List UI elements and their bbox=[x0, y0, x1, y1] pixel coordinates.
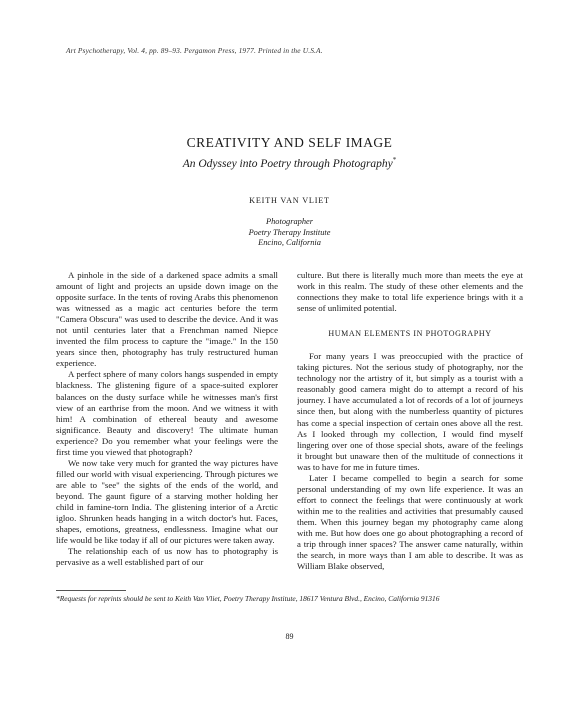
paragraph: We now take very much for granted the way pictures have filled our world with visual experiencing. Through pictures we are able to "see" the sights of the ends of the world, and beyond. The gaunt figure of a starving mother holding her child in famine-torn India. The glistening interior of a Arctic igloo. Shrunken heads hanging in a witch doctor's hut. Faces, shapes, emotions, greatness, endlessness. Imagine what our life would be like today if all of our pictures were taken away. bbox=[56, 457, 278, 546]
paragraph: Later I became compelled to begin a search for some personal understanding of my own life experience. It was an effort to connect the feelings that were continuously at work within me to the realities and activities that presumably caused them. When this journey began my photography came along with me. But how does one go about photographing a record of a trip through inner spaces? The answer came naturally, within the search, in more ways than I am able to describe. It was as William Blake observed, bbox=[297, 472, 523, 572]
subtitle-text: An Odyssey into Poetry through Photography bbox=[182, 157, 393, 170]
affiliation-role: Photographer bbox=[266, 217, 313, 226]
page-number: 89 bbox=[285, 632, 294, 641]
section-heading: HUMAN ELEMENTS IN PHOTOGRAPHY bbox=[328, 329, 492, 339]
left-text-column bbox=[56, 270, 278, 592]
article-title: CREATIVITY AND SELF IMAGE bbox=[186, 135, 393, 150]
paragraph: A pinhole in the side of a darkened space admits a small amount of light and projects an upside down image on the opposite surface. In the tents of roving Arabs this phenomenon was witnessed as a magic act centuries before the term "Camera Obscura" was used to describe the device. And it was not until centuries later that a Frenchman named Niepce invented the film process to capture the "image." In the 150 years since then, photography has truly restructured human experience. bbox=[56, 270, 278, 369]
journal-citation: Art Psychotherapy, Vol. 4, pp. 89–93. Pergamon Press, 1977. Printed in the U.S.A. bbox=[66, 46, 323, 55]
footnote bbox=[56, 594, 522, 604]
author-name: KEITH VAN VLIET bbox=[249, 196, 330, 205]
paragraph: For many years I was preoccupied with the practice of taking pictures. Not the serious study of photography, nor the technology nor the artistry of it, but simply as a tourist with a reasonably good camera might do to attempt a record of his journey. I have accumulated a lot of records of a lot of journeys since then, but along with the numberless quantity of pictures has come a special inspection of certain ones above all the rest. As I looked through my collection, I would find myself lingering over one of those special shots, aware of the feelings it brought but unaware then of the multitude of connections it was to have for me in future times. bbox=[297, 351, 523, 472]
footnote-divider bbox=[56, 590, 126, 591]
paragraph: culture. But there is literally much more than meets the eye at work in this realm. The study of these other elements and the connections they make to total life experience brings with it a sense of unlimited potential. bbox=[297, 270, 523, 314]
affiliation-institute: Poetry Therapy Institute bbox=[248, 227, 331, 237]
footnote-marker: * bbox=[392, 156, 397, 164]
footnote-text: Requests for reprints should be sent to Keith Van Vliet, Poetry Therapy Institute, 18617 Ventura Blvd., Encino, California 91316 bbox=[59, 594, 440, 603]
affiliation-location: Encino, California bbox=[258, 238, 321, 247]
right-text-column bbox=[297, 270, 523, 592]
article-subtitle bbox=[0, 156, 579, 170]
paragraph: The relationship each of us now has to photography is pervasive as a well established part of our bbox=[56, 546, 278, 568]
author-affiliation bbox=[0, 217, 579, 249]
footnote-marker: * bbox=[56, 594, 60, 603]
paragraph: A perfect sphere of many colors hangs suspended in empty blackness. The glistening figure of a space-suited explorer balances on the dusty surface while he witnesses man's first view of an earthrise from the moon. And we witness it with him! A combination of ethereal beauty and awesome significance. Beauty and discovery! The ultimate human experience? Do you remember what your feelings were the first time you viewed that photograph? bbox=[56, 369, 278, 457]
